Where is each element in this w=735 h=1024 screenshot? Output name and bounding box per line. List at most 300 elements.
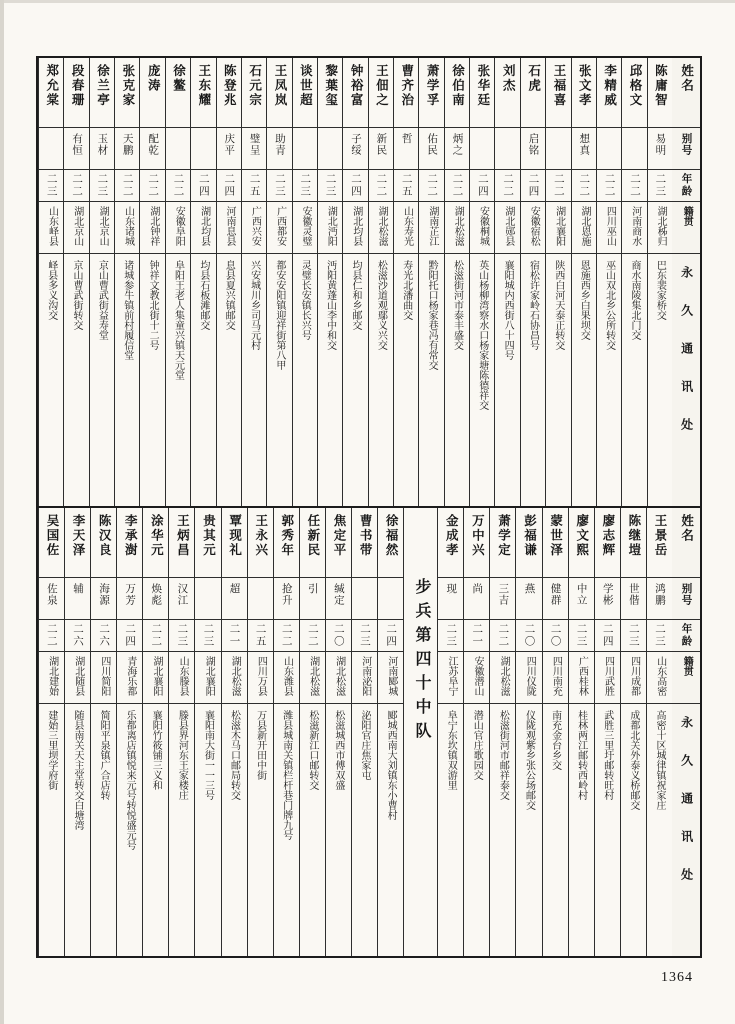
native-place-cell (222, 652, 247, 704)
name-cell (117, 508, 142, 578)
native-place-cell (621, 652, 646, 704)
person-address: 万县新开田中街 (254, 710, 266, 780)
age-cell (318, 170, 342, 202)
native-place-cell (470, 202, 494, 254)
native-place-cell (293, 202, 317, 254)
person-age: 二二 (502, 173, 514, 198)
person-address: 松滋街河市邮祥泰交 (497, 710, 509, 800)
alias-cell (39, 128, 63, 170)
native-place-cell (546, 202, 570, 254)
person-native-place: 安徽宿松 (528, 206, 540, 246)
roster-entry-column (594, 508, 620, 956)
age-cell (39, 170, 63, 202)
native-place-cell (91, 652, 116, 704)
person-age: 二三 (176, 623, 188, 648)
person-name: 任新民 (305, 514, 320, 558)
native-place-cell (90, 202, 114, 254)
person-address: 诸城参牛镇前村履信堂 (121, 260, 133, 360)
person-name: 王佃之 (374, 64, 389, 108)
person-age: 二三 (45, 173, 57, 198)
name-cell (470, 58, 494, 128)
header-alias-label: 别号 (680, 583, 692, 606)
person-address: 郾城西南大刘镇东小曹村 (385, 710, 397, 820)
name-cell (543, 508, 568, 578)
name-cell (516, 508, 541, 578)
roster-entry-column (63, 58, 88, 506)
alias-cell (464, 578, 489, 620)
person-alias: 玉材 (96, 133, 108, 156)
person-alias: 尚 (471, 583, 483, 595)
person-address: 南充金台乡交 (549, 710, 561, 770)
age-cell (543, 620, 568, 652)
person-native-place: 湖南芷江 (426, 206, 438, 246)
person-alias: 辅 (71, 583, 83, 595)
person-address: 建始三里坝学府街 (45, 710, 57, 790)
person-age: 二三 (445, 623, 457, 648)
person-name: 李天泽 (71, 514, 86, 558)
person-address: 都安安阳镇迎祥街第八甲 (273, 260, 285, 370)
age-cell (352, 620, 377, 652)
header-age-label: 年龄 (680, 173, 692, 198)
age-cell (597, 170, 621, 202)
person-address: 泌阳官庄焦家屯 (359, 710, 371, 780)
roster-entry-column (494, 58, 519, 506)
alias-cell (648, 128, 672, 170)
native-place-cell (622, 202, 646, 254)
person-address: 钟祥文教北街十二号 (147, 260, 159, 350)
person-age: 二二 (147, 173, 159, 198)
alias-cell (140, 128, 164, 170)
person-native-place: 湖北松滋 (376, 206, 388, 246)
person-address: 宿松许家岭石协昌号 (527, 260, 539, 350)
address-cell (248, 704, 273, 956)
native-place-cell (267, 202, 291, 254)
person-address: 襄阳南大街一一三号 (202, 710, 214, 800)
person-age: 二六 (71, 623, 83, 648)
header-cell-address (672, 704, 700, 956)
person-alias: 燕 (523, 583, 535, 595)
person-address: 英山杨柳湾察水口杨家塘陈德祥交 (476, 260, 488, 410)
age-cell (378, 620, 403, 652)
address-cell (595, 704, 620, 956)
roster-entry-column (520, 58, 545, 506)
header-cell-name (672, 58, 700, 128)
native-place-cell (300, 652, 325, 704)
person-alias: 抢升 (280, 583, 292, 606)
address-cell (169, 704, 194, 956)
person-address: 襄阳竹筱铺三义和 (150, 710, 162, 790)
native-place-cell (274, 652, 299, 704)
name-cell (248, 508, 273, 578)
person-native-place: 四川武胜 (602, 656, 614, 696)
native-place-cell (117, 652, 142, 704)
native-place-cell (39, 202, 63, 254)
person-address: 高密十区城律镇祝家庄 (653, 710, 665, 810)
person-address: 松滋新江口邮转交 (306, 710, 318, 790)
age-cell (419, 170, 443, 202)
alias-cell (242, 128, 266, 170)
header-name-label: 姓名 (679, 64, 694, 93)
native-place-cell (115, 202, 139, 254)
alias-cell (352, 578, 377, 620)
name-cell (495, 58, 519, 128)
alias-cell (595, 578, 620, 620)
name-cell (222, 508, 247, 578)
header-name-label: 姓名 (679, 514, 694, 543)
person-address: 松滋木马口邮局转交 (228, 710, 240, 800)
address-cell (91, 704, 116, 956)
person-native-place: 安徽桐城 (477, 206, 489, 246)
alias-cell (64, 128, 88, 170)
roster-table (36, 56, 702, 958)
name-cell (445, 58, 469, 128)
page-number: 1364 (661, 970, 693, 985)
person-alias: 中立 (575, 583, 587, 606)
address-cell (39, 254, 63, 506)
person-alias: 超 (228, 583, 240, 595)
person-native-place: 湖北秭归 (655, 206, 667, 246)
roster-entry-column (114, 58, 139, 506)
person-age: 二三 (273, 173, 285, 198)
person-address: 商水南陵集北门交 (628, 260, 640, 340)
person-age: 二二 (451, 173, 463, 198)
roster-entry-column (568, 508, 594, 956)
roster-entry-column (317, 58, 342, 506)
roster-entry-column (221, 508, 247, 956)
person-address: 寿光北潘曲交 (400, 260, 412, 320)
name-cell (464, 508, 489, 578)
address-cell (343, 254, 367, 506)
name-cell (318, 58, 342, 128)
age-cell (195, 620, 220, 652)
name-cell (140, 58, 164, 128)
address-cell (300, 704, 325, 956)
person-name: 萧学定 (496, 514, 511, 558)
roster-entry-column (515, 508, 541, 956)
person-address: 恩施西乡白果坝交 (578, 260, 590, 340)
native-place-cell (39, 652, 64, 704)
address-cell (166, 254, 190, 506)
name-cell (91, 508, 116, 578)
person-address: 阜宁东坎镇双游里 (445, 710, 457, 790)
alias-cell (572, 128, 596, 170)
person-alias: 助青 (273, 133, 285, 156)
alias-cell (117, 578, 142, 620)
address-cell (140, 254, 164, 506)
person-address: 随县南关天主堂转交白塘湾 (71, 710, 83, 830)
person-name: 刘杰 (501, 64, 516, 93)
native-place-cell (490, 652, 515, 704)
age-cell (91, 620, 116, 652)
address-cell (490, 704, 515, 956)
person-age: 二三 (299, 173, 311, 198)
person-alias: 易明 (654, 133, 666, 156)
person-age: 二二 (150, 623, 162, 648)
alias-cell (490, 578, 515, 620)
person-age: 二二 (603, 173, 615, 198)
name-cell (65, 508, 90, 578)
person-alias: 缄定 (332, 583, 344, 606)
name-cell (621, 508, 646, 578)
roster-entry-column (299, 508, 325, 956)
address-cell (267, 254, 291, 506)
address-cell (470, 254, 494, 506)
person-age: 二四 (124, 623, 136, 648)
address-cell (191, 254, 215, 506)
person-age: 二二 (497, 623, 509, 648)
native-place-cell (65, 652, 90, 704)
person-name: 张克家 (120, 64, 135, 108)
alias-cell (419, 128, 443, 170)
person-alias: 想真 (578, 133, 590, 156)
age-cell (369, 170, 393, 202)
person-native-place: 四川巫山 (604, 206, 616, 246)
person-native-place: 青海乐都 (124, 656, 136, 696)
person-native-place: 湖北郧县 (502, 206, 514, 246)
person-native-place: 四川南充 (550, 656, 562, 696)
person-name: 石元宗 (247, 64, 262, 108)
roster-entry-column (342, 58, 367, 506)
native-place-cell (166, 202, 190, 254)
address-cell (572, 254, 596, 506)
person-native-place: 山东高密 (654, 656, 666, 696)
person-name: 曹齐治 (399, 64, 414, 108)
person-age: 二三 (96, 173, 108, 198)
person-address: 灵璧长安镇长兴号 (299, 260, 311, 340)
address-cell (648, 254, 672, 506)
person-name: 陈汉良 (97, 514, 112, 558)
name-cell (90, 58, 114, 128)
person-address: 松滋街河市泰丰盛交 (451, 260, 463, 350)
name-cell (343, 58, 367, 128)
person-age: 二二 (552, 173, 564, 198)
person-address: 松滋城西市傅双盛 (332, 710, 344, 790)
person-native-place: 山东滕县 (177, 656, 189, 696)
alias-cell (267, 128, 291, 170)
person-native-place: 广西都安 (274, 206, 286, 246)
person-age: 二一 (471, 623, 483, 648)
person-native-place: 河南商水 (629, 206, 641, 246)
person-name: 王炳昌 (175, 514, 190, 558)
native-place-cell (543, 652, 568, 704)
person-age: 二六 (98, 623, 110, 648)
age-cell (300, 620, 325, 652)
alias-cell (217, 128, 241, 170)
address-cell (117, 704, 142, 956)
person-address: 息县夏兴镇邮交 (223, 260, 235, 330)
person-name: 庞涛 (146, 64, 161, 93)
roster-section-top (38, 58, 700, 508)
person-name: 陈继塏 (626, 514, 641, 558)
native-place-cell (495, 202, 519, 254)
name-cell (195, 508, 220, 578)
person-native-place: 湖北均县 (198, 206, 210, 246)
header-address-label: 永久通讯处 (679, 716, 694, 906)
roster-entry-column (38, 508, 64, 956)
person-native-place: 湖北松滋 (498, 656, 510, 696)
address-cell (464, 704, 489, 956)
native-place-cell (419, 202, 443, 254)
address-cell (597, 254, 621, 506)
header-address-label: 永久通讯处 (679, 266, 694, 456)
person-address: 简阳平泉镇广合店转 (98, 710, 110, 800)
person-alias: 庆平 (223, 133, 235, 156)
person-age: 二〇 (523, 623, 535, 648)
age-cell (621, 620, 646, 652)
person-age: 二四 (350, 173, 362, 198)
roster-entry-column (116, 508, 142, 956)
name-cell (419, 58, 443, 128)
header-cell-native (672, 652, 700, 704)
name-cell (622, 58, 646, 128)
alias-cell (195, 578, 220, 620)
native-place-cell (521, 202, 545, 254)
native-place-cell (516, 652, 541, 704)
header-age-label: 年龄 (680, 623, 692, 648)
person-address: 武胜三里圩邮转旺村 (601, 710, 613, 800)
person-native-place: 四川简阳 (98, 656, 110, 696)
address-cell (569, 704, 594, 956)
name-cell (352, 508, 377, 578)
person-native-place: 湖北襄阳 (553, 206, 565, 246)
person-age: 二四 (476, 173, 488, 198)
person-age: 二二 (121, 173, 133, 198)
person-name: 徐兰亭 (95, 64, 110, 108)
alias-cell (543, 578, 568, 620)
person-age: 二四 (527, 173, 539, 198)
address-cell (242, 254, 266, 506)
person-age: 二三 (324, 173, 336, 198)
name-cell (143, 508, 168, 578)
person-age: 二三 (654, 173, 666, 198)
person-name: 段春珊 (70, 64, 85, 108)
roster-entry-column (489, 508, 515, 956)
name-cell (648, 58, 672, 128)
name-cell (378, 508, 403, 578)
roster-entry-column (647, 58, 672, 506)
roster-entry-column (368, 58, 393, 506)
header-cell-native (672, 202, 700, 254)
age-cell (521, 170, 545, 202)
alias-cell (438, 578, 463, 620)
person-alias: 哲 (400, 133, 412, 145)
person-name: 贵其元 (201, 514, 216, 558)
address-cell (115, 254, 139, 506)
address-cell (546, 254, 570, 506)
person-alias: 鸿鹏 (653, 583, 665, 606)
address-cell (647, 704, 672, 956)
name-cell (39, 508, 64, 578)
person-name: 王福喜 (551, 64, 566, 108)
alias-cell (326, 578, 351, 620)
age-cell (326, 620, 351, 652)
name-cell (293, 58, 317, 128)
person-name: 曹书带 (358, 514, 373, 558)
name-cell (64, 58, 88, 128)
address-cell (352, 704, 377, 956)
name-cell (326, 508, 351, 578)
person-name: 石虎 (526, 64, 541, 93)
person-native-place: 湖北钟祥 (147, 206, 159, 246)
name-cell (166, 58, 190, 128)
header-cell-name (672, 508, 700, 578)
person-native-place: 湖北沔阳 (325, 206, 337, 246)
alias-cell (274, 578, 299, 620)
age-cell (569, 620, 594, 652)
person-name: 钟裕富 (349, 64, 364, 108)
person-native-place: 河南郾城 (385, 656, 397, 696)
name-cell (267, 58, 291, 128)
alias-cell (300, 578, 325, 620)
roster-entry-column (469, 58, 494, 506)
name-cell (521, 58, 545, 128)
roster-entry-column (545, 58, 570, 506)
native-place-cell (378, 652, 403, 704)
address-cell (495, 254, 519, 506)
person-native-place: 河南泌阳 (359, 656, 371, 696)
age-cell (343, 170, 367, 202)
address-cell (217, 254, 241, 506)
person-age: 二四 (197, 173, 209, 198)
person-native-place: 湖北松滋 (307, 656, 319, 696)
person-native-place: 山东峄县 (46, 206, 58, 246)
roster-entry-column (247, 508, 273, 956)
age-cell (495, 170, 519, 202)
person-age: 二一 (228, 623, 240, 648)
address-cell (521, 254, 545, 506)
person-address: 襄阳城内西街八十四号 (502, 260, 514, 360)
address-cell (419, 254, 443, 506)
native-place-cell (597, 202, 621, 254)
name-cell (39, 58, 63, 128)
person-alias: 健群 (549, 583, 561, 606)
person-address: 陕西白河天泰正转交 (552, 260, 564, 350)
address-cell (274, 704, 299, 956)
alias-cell (597, 128, 621, 170)
person-native-place: 湖北京山 (71, 206, 83, 246)
roster-entry-column (64, 508, 90, 956)
roster-entry-column (463, 508, 489, 956)
age-cell (648, 170, 672, 202)
person-address: 京山曹武街转交 (71, 260, 83, 330)
person-native-place: 湖北京山 (97, 206, 109, 246)
person-native-place: 山东诸城 (122, 206, 134, 246)
person-age: 二三 (575, 623, 587, 648)
alias-cell (191, 128, 215, 170)
age-cell (470, 170, 494, 202)
alias-cell (91, 578, 116, 620)
name-cell (369, 58, 393, 128)
roster-entry-column (596, 58, 621, 506)
person-address: 沔阳黄蓬山李中和交 (324, 260, 336, 350)
address-cell (516, 704, 541, 956)
native-place-cell (464, 652, 489, 704)
person-age: 二二 (306, 623, 318, 648)
native-place-cell (318, 202, 342, 254)
person-name: 陈登兆 (222, 64, 237, 108)
address-cell (438, 704, 463, 956)
address-cell (39, 704, 64, 956)
alias-cell (293, 128, 317, 170)
address-cell (222, 704, 247, 956)
native-place-cell (647, 652, 672, 704)
person-age: 二五 (248, 173, 260, 198)
person-native-place: 湖北襄阳 (203, 656, 215, 696)
name-cell (595, 508, 620, 578)
person-name: 郭秀年 (279, 514, 294, 558)
person-address: 成都北关外泰义桥邮交 (627, 710, 639, 810)
roster-entry-column (194, 508, 220, 956)
